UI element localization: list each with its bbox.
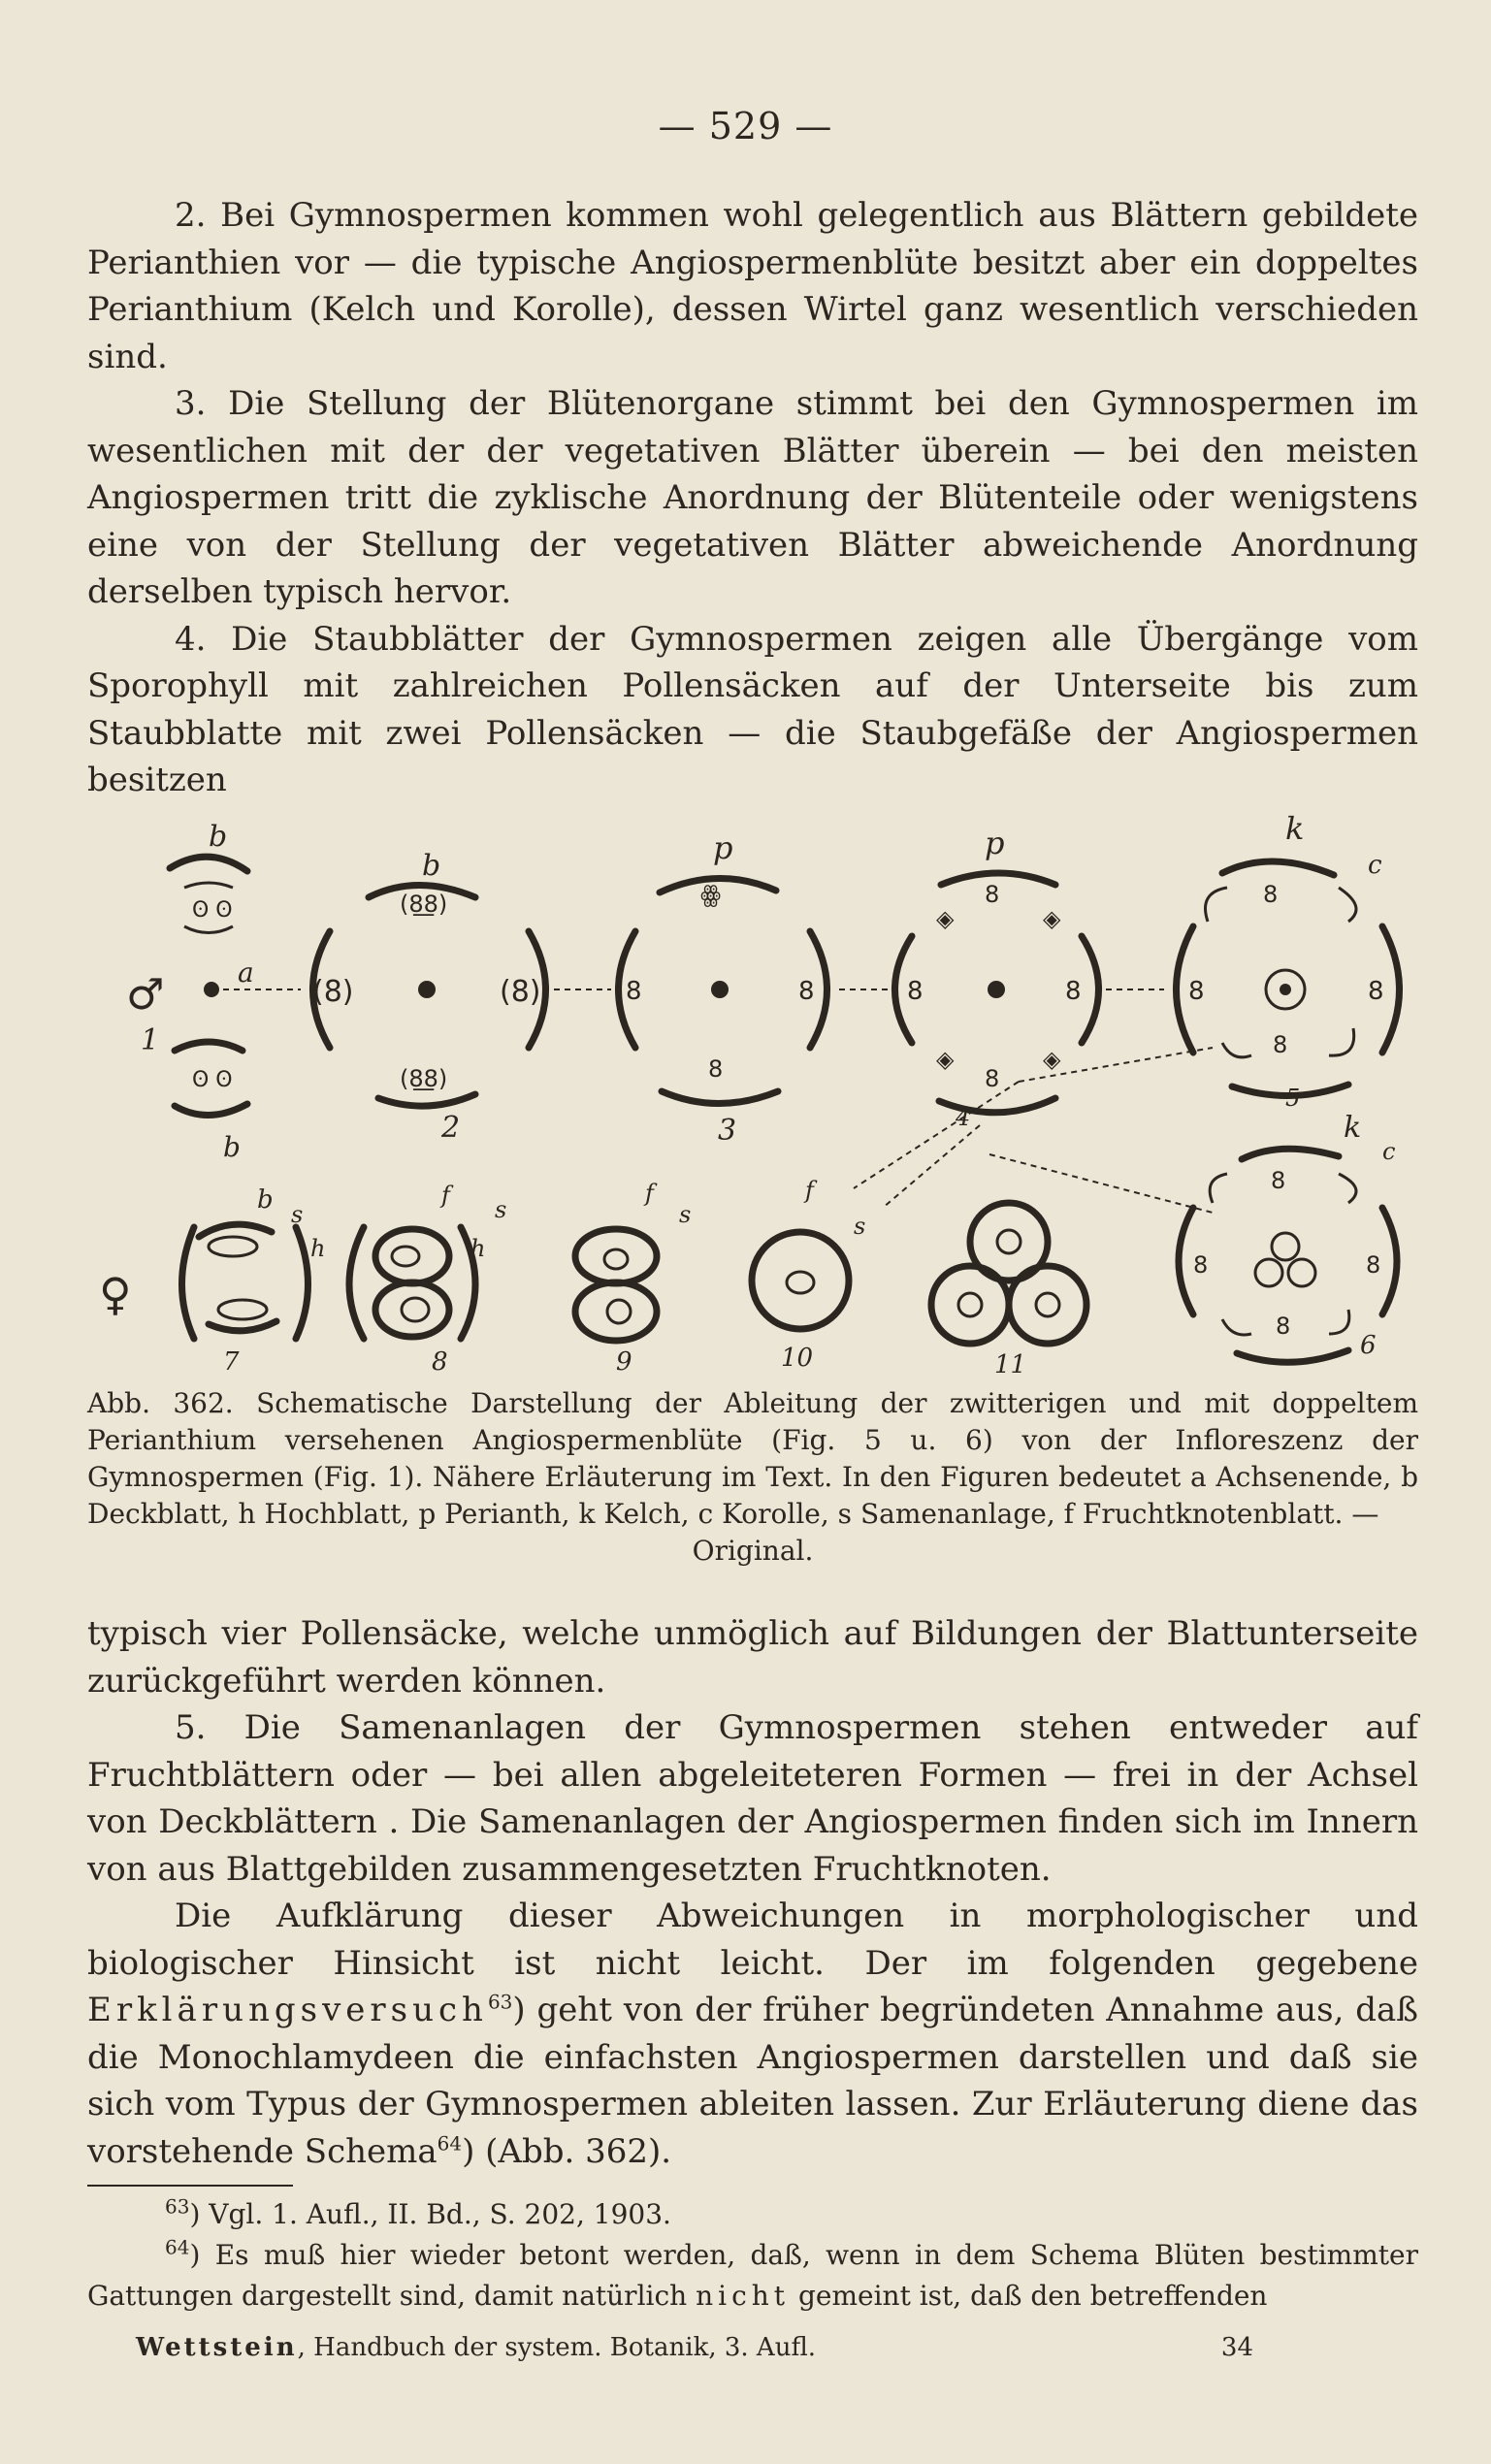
paragraph-explanation	[87, 1893, 1418, 2175]
label-b: b	[209, 820, 228, 854]
footnote-mark: 64	[165, 2235, 190, 2259]
fig-number-2: 2	[441, 1111, 461, 1145]
pollen-sac-glyph: (8)	[312, 975, 354, 1009]
fig-7-diagram	[99, 1185, 325, 1377]
female-symbol: ♀	[99, 1268, 132, 1320]
pollen-sac-glyph: ◈	[936, 905, 955, 932]
paragraph-text: Die Aufklärung dieser Abweichungen in morphologischer und biologischer Hinsicht ist nicht leicht. Der im folgenden gegebene	[87, 1897, 1418, 1983]
fig-number-3: 3	[718, 1114, 737, 1148]
pollen-sac-glyph: 8	[1193, 1251, 1209, 1279]
label-k: k	[1285, 810, 1305, 847]
page-number: — 529 —	[658, 105, 833, 147]
pollen-sac-glyph: 8	[1263, 881, 1279, 908]
pollen-sac-glyph: 8	[985, 881, 1000, 908]
fig-1-diagram	[126, 820, 301, 1163]
label-f: f	[441, 1182, 450, 1209]
fig-number-6: 6	[1360, 1331, 1377, 1360]
fig-3-diagram	[619, 829, 893, 1148]
fig-number-1: 1	[141, 1023, 160, 1057]
footnote-divider	[87, 2185, 293, 2187]
pollen-sac-glyph: 8	[1276, 1313, 1291, 1340]
footnote-text: gemeint ist, daß den betreffenden	[790, 2280, 1268, 2312]
page-footer	[136, 2333, 1253, 2362]
footer-signature: 34	[1220, 2333, 1253, 2362]
label-h: h	[470, 1235, 486, 1262]
paragraph-text: ) geht von der früher begründeten Annahme aus, daß die Monochlamydeen die einfachsten Angiospermen darstellen und daß sie sich vom Typus der Gymnospermen ableiten lassen. Zur Erläuterung diene das vorstehende Schema	[87, 1991, 1418, 2171]
pollen-sac-glyph: 8	[626, 977, 642, 1006]
paragraph-4-continued: typisch vier Pollensäcke, welche unmöglich auf Bildungen der Blattunterseite zurückgeführt werden können.	[87, 1614, 1418, 1701]
body-text-top	[87, 192, 1418, 804]
emphasized-word: nicht	[696, 2280, 791, 2312]
footnote-64	[87, 2235, 1418, 2317]
label-h: h	[310, 1235, 326, 1262]
label-s: s	[679, 1201, 692, 1228]
label-b: b	[257, 1185, 274, 1215]
label-a: a	[238, 956, 254, 989]
pollen-sac-glyph: 8	[907, 977, 924, 1006]
label-p: p	[985, 825, 1005, 861]
pollen-sac-glyph: 8	[985, 1065, 1000, 1092]
male-symbol: ♂	[126, 970, 165, 1020]
label-c: c	[1382, 1138, 1396, 1165]
label-s: s	[291, 1201, 304, 1228]
figure-362	[87, 795, 1418, 1378]
axis-end-dot	[418, 981, 436, 998]
pollen-sac-glyph: 8	[1368, 977, 1384, 1006]
label-b: b	[223, 1131, 241, 1163]
derivation-line	[883, 1125, 980, 1208]
fig-number-11: 11	[994, 1350, 1027, 1378]
pollen-sac-glyph: ʘ ʘ	[192, 1068, 233, 1092]
fig-number-9: 9	[616, 1347, 632, 1377]
pollen-sac-glyph: (8͟8)	[400, 891, 448, 918]
emphasized-word: Erklärungsversuch	[87, 1991, 488, 2029]
fig-2-diagram	[312, 849, 611, 1145]
derivation-line	[854, 1082, 1019, 1188]
footer-author: Wettstein	[136, 2333, 298, 2362]
label-s: s	[854, 1213, 866, 1240]
axis-end-dot	[204, 982, 219, 997]
fig-6-diagram	[1179, 1111, 1397, 1362]
caption-original: Original.	[692, 1535, 814, 1567]
paragraph-3: 3. Die Stellung der Blütenorgane stimmt bei den Gymnospermen im wesentlichen mit der der vegetativen Blätter überein — bei den meisten Angiospermen tritt die zyklische Anordnung der Blütenteile oder wenigstens eine von der Stellung der vegetativen Blätter abweichende Anordnung derselben typisch hervor.	[87, 384, 1418, 611]
footnote-ref-64: 64	[437, 2131, 463, 2156]
label-b: b	[422, 849, 441, 883]
pollen-sac-glyph: ꙮ	[700, 881, 722, 908]
pollen-sac-glyph: ◈	[1043, 1046, 1061, 1073]
footnote-text: ) Vgl. 1. Aufl., II. Bd., S. 202, 1903.	[189, 2198, 671, 2230]
footer-source	[136, 2333, 816, 2362]
fig-9-diagram	[575, 1180, 691, 1377]
label-c: c	[1368, 851, 1382, 880]
footnote-text: ) Es muß hier wieder betont werden, daß, wenn in dem Schema Blüten bestimmter Gattungen dargestellt sind, damit natürlich	[87, 2239, 1418, 2312]
figure-caption	[87, 1385, 1418, 1570]
axis-end-dot	[711, 981, 729, 998]
paragraph-5: 5. Die Samenanlagen der Gymnospermen stehen entweder auf Fruchtblättern oder — bei allen abgeleiteteren Formen — frei in der Achsel von Deckblättern . Die Samenanlagen der Angiospermen finden sich im Innern von aus Blattgebilden zusammengesetzten Fruchtknoten.	[87, 1708, 1418, 1889]
paragraph-4: 4. Die Staubblätter der Gymnospermen zeigen alle Übergänge vom Sporophyll mit zahlreichen Pollensäcken auf der Unterseite bis zum Staubblatte mit zwei Pollensäcken — die Staubgefäße der Angiospermen besitzen	[87, 619, 1418, 799]
fig-number-8: 8	[432, 1347, 448, 1377]
fig-number-10: 10	[781, 1344, 814, 1373]
fig-5-diagram	[1177, 810, 1400, 1112]
fig-10-diagram	[752, 1177, 865, 1373]
pollen-sac-glyph: 8	[708, 1055, 724, 1083]
pollen-sac-glyph: ◈	[936, 1046, 955, 1073]
footer-title: , Handbuch der system. Botanik, 3. Aufl.	[297, 2333, 817, 2362]
fig-number-5: 5	[1285, 1085, 1301, 1112]
axis-end-dot	[988, 981, 1005, 998]
paragraph-text: ) (Abb. 362).	[462, 2131, 672, 2171]
fig-11-diagram	[931, 1203, 1086, 1378]
pollen-sac-glyph: (8͟8)	[400, 1065, 448, 1092]
fig-4-diagram	[895, 825, 1165, 1131]
footnote-63	[87, 2194, 1418, 2235]
pollen-sac-glyph: 8	[1188, 977, 1205, 1006]
body-text-bottom	[87, 1610, 1418, 2175]
axis-end-dot	[1280, 984, 1291, 995]
footnotes	[87, 2194, 1418, 2317]
pollen-sac-glyph: (8)	[500, 975, 541, 1009]
label-f: f	[805, 1177, 814, 1204]
pollen-sac-glyph: 8	[798, 977, 815, 1006]
label-k: k	[1344, 1111, 1362, 1145]
label-f: f	[645, 1180, 654, 1207]
pollen-sac-glyph: ʘ ʘ	[192, 898, 233, 923]
label-p: p	[713, 829, 733, 866]
pollen-sac-glyph: 8	[1065, 977, 1082, 1006]
floral-diagram-schema	[87, 795, 1418, 1378]
pollen-sac-glyph: 8	[1273, 1031, 1288, 1058]
pollen-sac-glyph: 8	[1366, 1251, 1381, 1279]
paragraph-2: 2. Bei Gymnospermen kommen wohl gelegentlich aus Blättern gebildete Perianthien vor — die typische Angiospermenblüte besitzt aber ein doppeltes Perianthium (Kelch und Korolle), dessen Wirtel ganz wesentlich verschieden sind.	[87, 196, 1418, 376]
footnote-mark: 63	[165, 2194, 190, 2219]
fig-number-7: 7	[223, 1347, 240, 1377]
caption-text: Abb. 362. Schematische Darstellung der Ableitung der zwitterigen und mit doppeltem Perianthium versehenen Angiospermenblüte (Fig. 5 u. 6) von der Infloreszenz der Gymnospermen (Fig. 1). Nähere Erläuterung im Text. In den Figuren bedeutet a Achsenende, b Deckblatt, h Hochblatt, p Perianth, k Kelch, c Korolle, s Samenanlage, f Fruchtknotenblatt. —	[87, 1387, 1418, 1530]
fig-8-diagram	[349, 1182, 506, 1377]
pollen-sac-glyph: ◈	[1043, 905, 1061, 932]
fig-number-4: 4	[956, 1104, 971, 1131]
pollen-sac-glyph: 8	[1271, 1167, 1286, 1194]
footnote-ref-63: 63	[487, 1990, 513, 2014]
label-s: s	[495, 1196, 507, 1223]
